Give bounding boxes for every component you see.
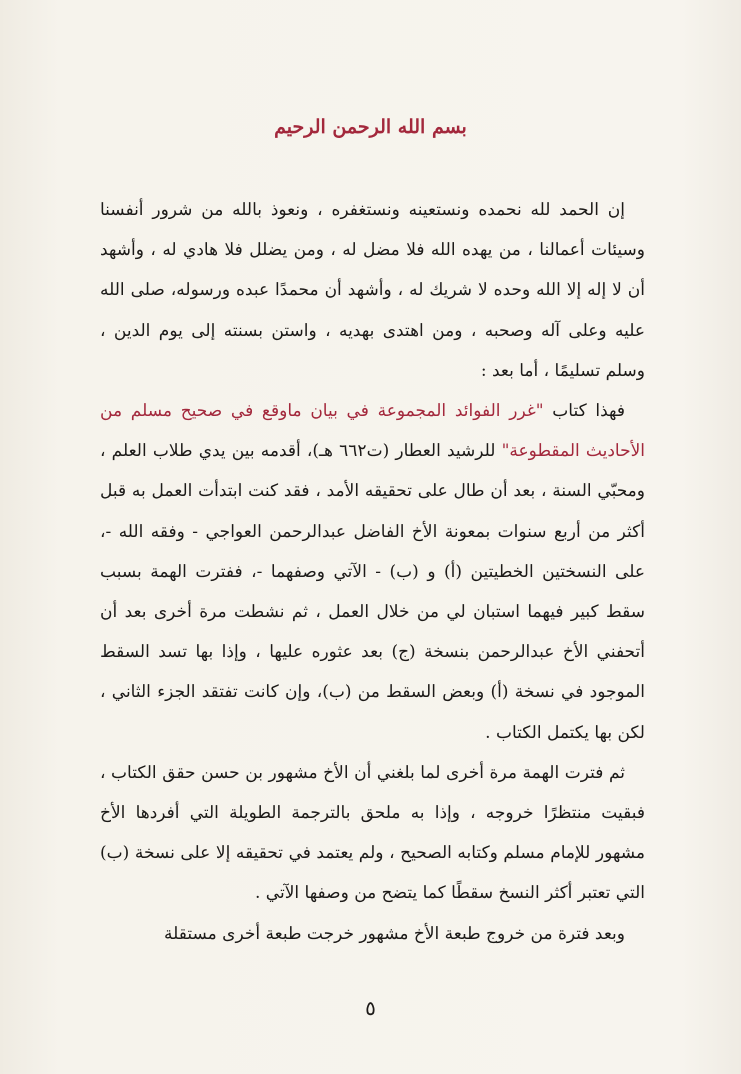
paragraph-mashhur: [100, 753, 645, 914]
paragraph-text: ثم فترت الهمة مرة أخرى لما بلغني أن الأخ مشهور بن حسن حقق الكتاب ، فبقيت منتظرًا خروجه ، وإذا به ملحق بالترجمة الطويلة التي أفردها الأخ مشهور للإمام مسلم وكتابه الصحيح ، ولم يعتمد في تحقيقه إلا على نسخة (ب) التي تعتبر أكثر النسخ سقطًا كما يتضح من وصفها الآتي .: [100, 762, 645, 904]
page-number: ٥: [365, 996, 376, 1020]
paragraph-last: [100, 914, 645, 954]
main-text: [100, 190, 645, 954]
basmala-heading: بسم الله الرحمن الرحيم: [274, 116, 467, 138]
paragraph-intro: [100, 190, 645, 391]
paragraph-book-intro: [100, 391, 645, 753]
paragraph-text: وبعد فترة من خروج طبعة الأخ مشهور خرجت طبعة أخرى مستقلة: [164, 923, 625, 944]
paragraph-text: للرشيد العطار (ت٦٦٢ هـ)، أقدمه بين يدي طلاب العلم ، ومحبّي السنة ، بعد أن طال على تحقيقه الأمد ، فقد كنت ابتدأت العمل به قبل أكثر من أربع سنوات بمعونة الأخ الفاضل عبدالرحمن العواجي - وفقه الله -، على النسختين الخطيتين (أ) و (ب) - الآتي وصفهما -، ففترت الهمة بسبب سقط كبير فيهما استبان لي من خلال العمل ، ثم نشطت مرة أخرى بعد أن أتحفني الأخ عبدالرحمن بنسخة (ج) بعد عثوره عليها ، وإذا بها تسد السقط الموجود في نسخة (أ) وبعض السقط من (ب)، وإن كانت تفتقد الجزء الثاني ، لكن بها يكتمل الكتاب .: [100, 441, 645, 743]
paragraph-text: إن الحمد لله نحمده ونستعينه ونستغفره ، ونعوذ بالله من شرور أنفسنا وسيئات أعمالنا ، من يهده الله فلا مضل له ، ومن يضلل فلا هادي له ، وأشهد أن لا إله إلا الله وحده لا شريك له ، وأشهد أن محمدًا عبده ورسوله، صلى الله عليه وعلى آله وصحبه ، ومن اهتدى بهديه ، واستن بسنته إلى يوم الدين ، وسلم تسليمًا ، أما بعد :: [100, 200, 645, 381]
book-title-highlight: "غرر الفوائد المجموعة في بيان ماوقع في صحيح مسلم من الأحاديث المقطوعة": [100, 401, 646, 462]
paragraph-text: فهذا كتاب: [543, 401, 625, 422]
